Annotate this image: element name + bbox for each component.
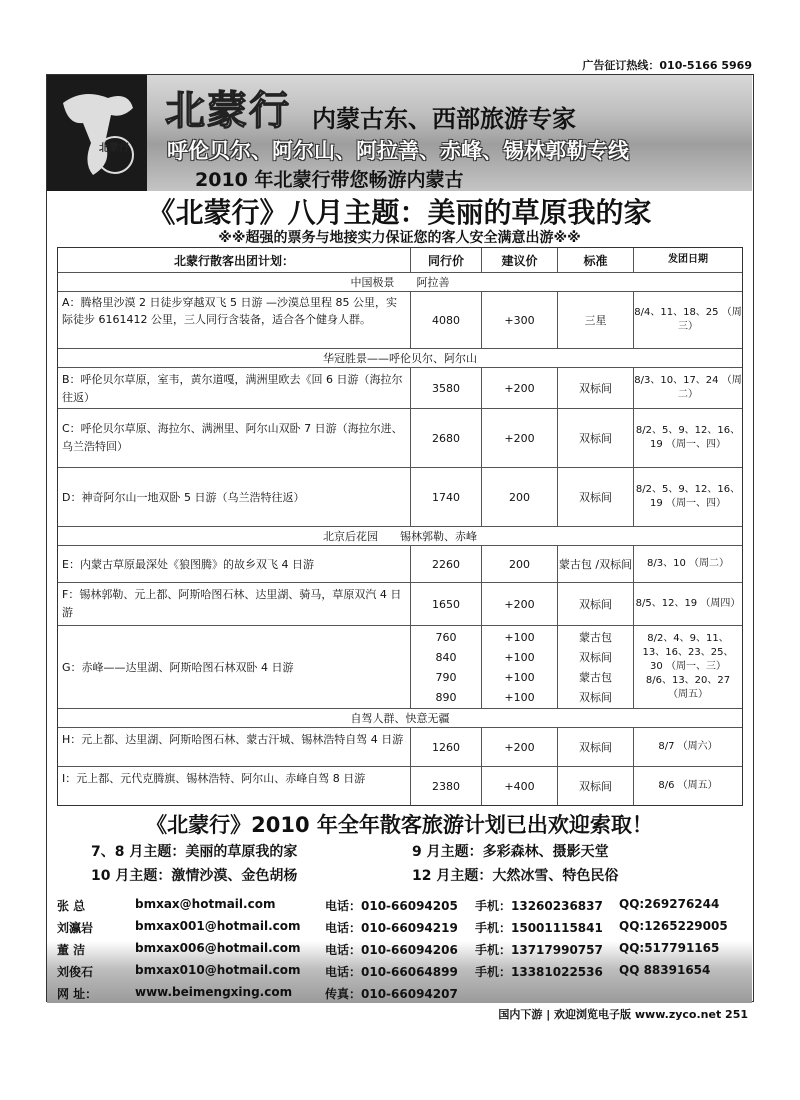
header-price: 同行价: [411, 248, 482, 272]
contact-name: 张 总: [57, 899, 86, 913]
contact-name: 刘俊石: [57, 965, 94, 979]
contact-mobile: 手机：13260236837: [475, 899, 603, 913]
price-cell: 3580: [411, 368, 482, 408]
section-title: [58, 709, 742, 728]
route-cell: C：呼伦贝尔草原、海拉尔、满洲里、阿尔山双卧 7 日游（海拉尔进、乌兰浩特回）: [58, 409, 411, 467]
table-row: [58, 728, 742, 767]
price-value: 890: [435, 690, 457, 704]
standard-cell: 双标间: [558, 468, 634, 526]
dates-cell: 8/2、5、9、12、16、19 （周一、四）: [635, 425, 741, 450]
contact-qq: QQ:1265229005: [619, 919, 728, 933]
price-cell: 1650: [411, 583, 482, 625]
suggest-cell: +400: [482, 767, 558, 805]
standard-cell: 双标间: [558, 368, 634, 408]
price-cell: 1260: [411, 728, 482, 766]
route-cell: A：腾格里沙漠 2 日徒步穿越双飞 5 日游 —沙漠总里程 85 公里，实际徒步 6161412 公里，三人同行含装备，适合各个健身人群。: [58, 292, 411, 348]
contact-phone: 电话：010-66094206: [325, 943, 458, 957]
logo-text: 北蒙行: [99, 143, 129, 154]
suggest-cell: +300: [482, 292, 558, 348]
route-cell: F：锡林郭勒、元上都、阿斯哈图石林、达里湖、骑马，草原双汽 4 日游: [58, 583, 411, 625]
dates-cell: 8/5、12、19 （周四）: [635, 598, 741, 609]
price-cell: 2260: [411, 546, 482, 582]
banner-subtitle: 内蒙古东、西部旅游专家: [312, 105, 576, 133]
suggest-value: +100: [504, 670, 535, 684]
banner-routes: 呼伦贝尔、阿尔山、阿拉善、赤峰、锡林郭勒专线: [167, 139, 629, 163]
suggest-cell: +200: [482, 368, 558, 408]
standard-cell: 三星: [558, 292, 634, 348]
header-route: 北蒙行散客出团计划：: [58, 248, 411, 272]
standard-cell: 双标间: [558, 728, 634, 766]
logo: [47, 75, 147, 191]
standard-value: 双标间: [579, 651, 612, 664]
table-row: [58, 409, 742, 468]
contact-name: 刘瀛岩: [57, 921, 94, 935]
standard-value: 蒙古包: [579, 671, 612, 684]
suggest-cell: 200: [482, 546, 558, 582]
table-row: [58, 767, 742, 805]
standard-value: 双标间: [579, 691, 612, 704]
contact-phone: 电话：010-66064899: [325, 965, 458, 979]
standard-cell: 双标间: [558, 767, 634, 805]
standard-value: 蒙古包: [579, 631, 612, 644]
website-link[interactable]: www.beimengxing.com: [135, 985, 293, 999]
price-cell: 2680: [411, 409, 482, 467]
suggest-cell: 200: [482, 468, 558, 526]
contact-email[interactable]: bmxax001@hotmail.com: [135, 919, 301, 933]
route-cell: B：呼伦贝尔草原，室韦，黄尔道嘎，满洲里欧去《回 6 日游（海拉尔往返）: [58, 368, 411, 408]
subheadline: ※※超强的票务与地接实力保证您的客人安全满意出游※※: [218, 230, 581, 246]
route-cell: I：元上都、元代克腾旗、锡林浩特、阿尔山、赤峰自驾 8 日游: [58, 767, 411, 805]
section-title-part: 自驾人群、快意无疆: [350, 712, 450, 725]
suggest-value: +100: [504, 690, 535, 704]
standard-cell: 蒙古包 /双标间: [558, 546, 634, 582]
dates-cell: 8/2、5、9、12、16、19 （周一、四）: [635, 484, 741, 509]
fax-number: 传真：010-66094207: [325, 987, 458, 1001]
standard-cell: 双标间: [558, 583, 634, 625]
contact-qq: QQ 88391654: [619, 963, 711, 977]
tour-table: [57, 247, 743, 806]
contact-mobile: 手机：13717990757: [475, 943, 603, 957]
table-row: [58, 468, 742, 527]
price-cell: 2380: [411, 767, 482, 805]
suggest-value: +100: [504, 650, 535, 664]
contact-mobile: 手机：13381022536: [475, 965, 603, 979]
banner-slogan: 2010 年北蒙行带您畅游内蒙古: [195, 169, 464, 191]
standard-cell: 双标间: [558, 409, 634, 467]
ad-hotline: 广告征订热线：010-5166 5969: [582, 59, 752, 72]
dates-cell: 8/7 （周六）: [658, 741, 718, 752]
section-title: [58, 273, 742, 292]
table-row: [58, 583, 742, 626]
route-cell: G：赤峰——达里湖、阿斯哈图石林双卧 4 日游: [58, 626, 411, 708]
route-cell: D：神奇阿尔山一地双卧 5 日游（乌兰浩特往返）: [58, 468, 411, 526]
contact-qq: QQ:269276244: [619, 897, 720, 911]
price-value: 840: [435, 650, 457, 664]
dates-cell: 8/2、4、9、11、13、16、23、25、30 （周一、三） 8/6、13、20、27 （周五）: [642, 633, 734, 700]
table-row: [58, 546, 742, 583]
suggest-cell: +200: [482, 583, 558, 625]
header-standard: 标准: [558, 248, 634, 272]
section-title-part: 锡林郭勒、赤峰: [400, 530, 477, 543]
banner: [47, 75, 752, 191]
dates-cell: 8/4、11、18、25 （周三）: [634, 307, 742, 332]
ad-frame: [46, 74, 754, 1002]
suggest-cell: [482, 626, 558, 708]
table-row: [58, 368, 742, 409]
page-footer: 国内下游 | 欢迎浏览电子版 www.zyco.net 251: [498, 1008, 748, 1021]
price-cell: 4080: [411, 292, 482, 348]
contacts-block: [47, 891, 752, 1003]
table-row: [58, 292, 742, 349]
suggest-value: +100: [504, 630, 535, 644]
contact-email[interactable]: bmxax006@hotmail.com: [135, 941, 301, 955]
standard-cell: [558, 626, 634, 708]
headline: 《北蒙行》八月主题：美丽的草原我的家: [147, 196, 652, 229]
contact-phone: 电话：010-66094205: [325, 899, 458, 913]
contact-qq: QQ:517791165: [619, 941, 720, 955]
section-title-part: 阿拉善: [416, 276, 450, 289]
theme-item: 9 月主题：多彩森林、摄影天堂: [412, 844, 609, 860]
contact-mobile: 手机：15001115841: [475, 921, 603, 935]
logo-icon: [53, 83, 141, 183]
contact-phone: 电话：010-66094219: [325, 921, 458, 935]
theme-item: 12 月主题：大然冰雪、特色民俗: [412, 868, 619, 884]
suggest-cell: +200: [482, 728, 558, 766]
table-row: [58, 626, 742, 709]
price-cell: [411, 626, 482, 708]
footer-title: 《北蒙行》2010 年全年散客旅游计划已出欢迎索取！: [146, 813, 653, 837]
contact-name: 董 洁: [57, 943, 86, 957]
dates-cell: 8/3、10 （周二）: [647, 558, 729, 569]
section-title-part: 华冠胜景——呼伦贝尔、阿尔山: [323, 352, 477, 365]
suggest-cell: +200: [482, 409, 558, 467]
banner-title: 北蒙行: [165, 87, 291, 134]
contact-email[interactable]: bmxax010@hotmail.com: [135, 963, 301, 977]
section-title: [58, 527, 742, 546]
table-header: [58, 248, 742, 273]
price-value: 760: [435, 630, 457, 644]
website-label: 网 址：: [57, 987, 98, 1001]
price-cell: 1740: [411, 468, 482, 526]
section-title-part: 北京后花园: [323, 530, 378, 543]
dates-cell: 8/6 （周五）: [658, 780, 718, 791]
header-dates: 发团日期: [668, 254, 708, 265]
dates-cell: 8/3、10、17、24 （周二）: [634, 375, 742, 400]
route-cell: E：内蒙古草原最深处《狼图腾》的故乡双飞 4 日游: [58, 546, 411, 582]
theme-item: 10 月主题：激情沙漠、金色胡杨: [91, 868, 298, 884]
section-title: [58, 349, 742, 368]
header-suggest: 建议价: [482, 248, 558, 272]
section-title-part: 中国极景: [350, 276, 395, 289]
contact-email[interactable]: bmxax@hotmail.com: [135, 897, 276, 911]
route-cell: H：元上都、达里湖、阿斯哈图石林、蒙古汗城、锡林浩特自驾 4 日游: [58, 728, 411, 766]
price-value: 790: [435, 670, 457, 684]
theme-item: 7、8 月主题：美丽的草原我的家: [91, 844, 298, 860]
